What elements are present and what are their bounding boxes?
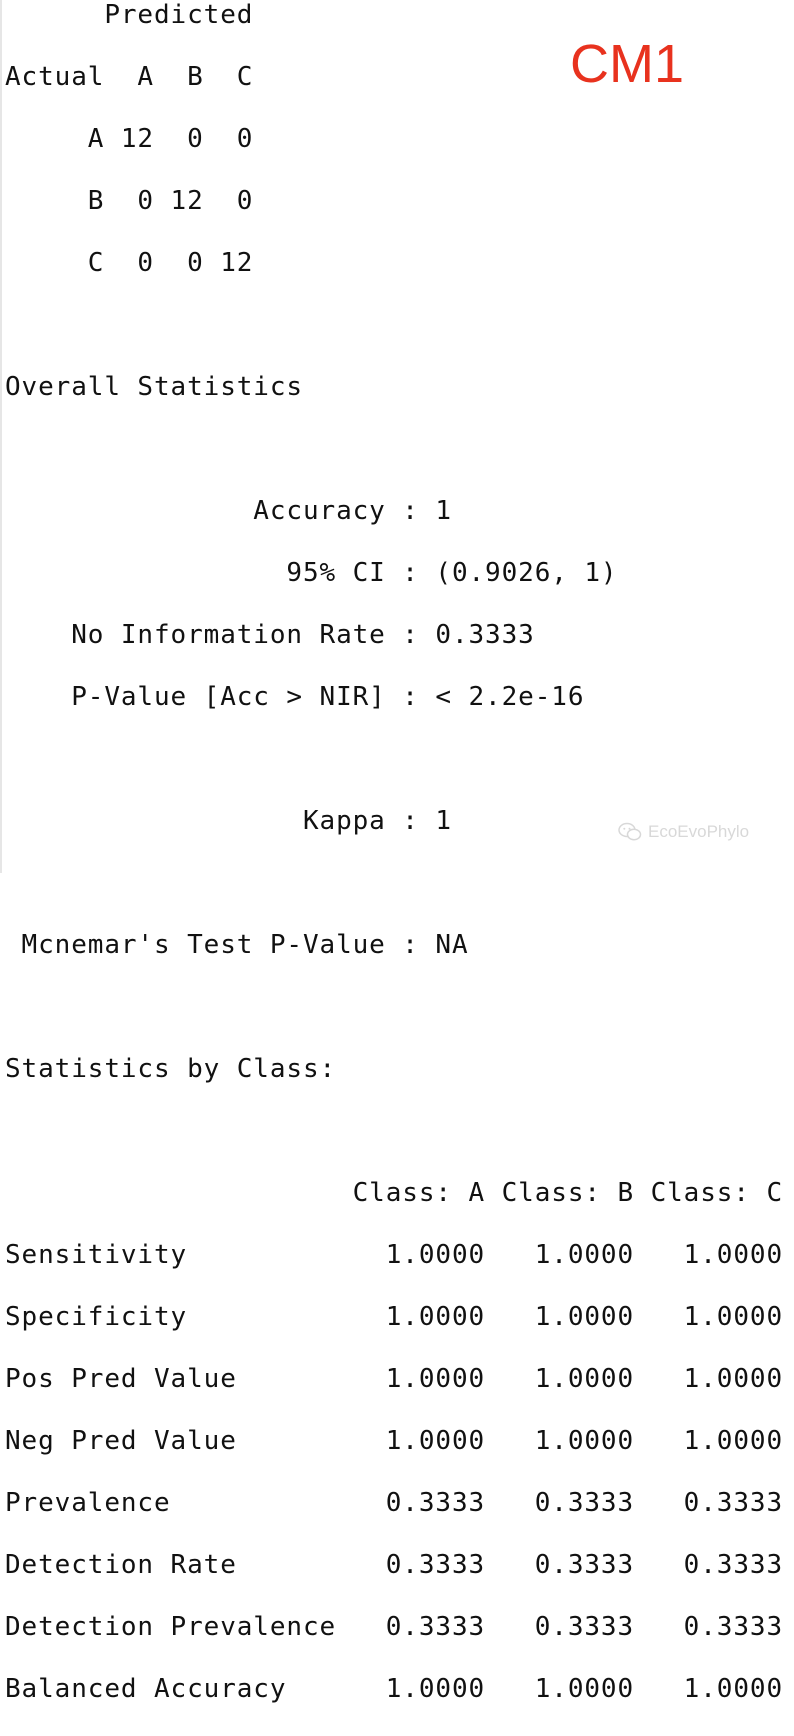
console-line-blank bbox=[5, 434, 783, 465]
console-line-blank bbox=[5, 1116, 783, 1147]
console-line-balanced-accuracy: Balanced Accuracy 1.0000 1.0000 1.0000 bbox=[5, 1674, 784, 1704]
console-line-blank bbox=[5, 310, 783, 341]
console-line-detection-rate: Detection Rate 0.3333 0.3333 0.3333 bbox=[5, 1550, 784, 1580]
console-line-neg-pred-value: Neg Pred Value 1.0000 1.0000 1.0000 bbox=[5, 1426, 784, 1456]
watermark-text: EcoEvoPhylo bbox=[648, 822, 750, 841]
left-border bbox=[0, 0, 2, 873]
console-output bbox=[5, 0, 783, 1736]
console-line-specificity: Specificity 1.0000 1.0000 1.0000 bbox=[5, 1302, 784, 1332]
watermark bbox=[618, 822, 749, 842]
console-line-mcnemar: Mcnemar's Test P-Value : NA bbox=[5, 930, 469, 960]
wechat-icon bbox=[618, 822, 642, 842]
console-line-blank bbox=[5, 992, 783, 1023]
console-line-pvalue: P-Value [Acc > NIR] : < 2.2e-16 bbox=[5, 682, 585, 712]
console-line-overall-heading: Overall Statistics bbox=[5, 372, 303, 402]
console-line-prevalence: Prevalence 0.3333 0.3333 0.3333 bbox=[5, 1488, 784, 1518]
console-line-class-columns: Class: A Class: B Class: C bbox=[5, 1178, 784, 1208]
console-line-accuracy: Accuracy : 1 bbox=[5, 496, 452, 526]
console-line-confusion-row-a: A 12 0 0 bbox=[5, 124, 254, 154]
console-line-confusion-header: Predicted bbox=[5, 0, 254, 30]
console-line-nir: No Information Rate : 0.3333 bbox=[5, 620, 535, 650]
console-line-kappa: Kappa : 1 bbox=[5, 806, 452, 836]
console-line-confusion-row-b: B 0 12 0 bbox=[5, 186, 254, 216]
console-line-detection-prevalence: Detection Prevalence 0.3333 0.3333 0.3333 bbox=[5, 1612, 784, 1642]
console-line-ci: 95% CI : (0.9026, 1) bbox=[5, 558, 618, 588]
console-line-pos-pred-value: Pos Pred Value 1.0000 1.0000 1.0000 bbox=[5, 1364, 784, 1394]
console-line-by-class-heading: Statistics by Class: bbox=[5, 1054, 337, 1084]
cm1-label: CM1 bbox=[570, 34, 685, 94]
console-line-blank bbox=[5, 744, 783, 775]
console-line-confusion-row-c: C 0 0 12 bbox=[5, 248, 254, 278]
console-line-sensitivity: Sensitivity 1.0000 1.0000 1.0000 bbox=[5, 1240, 784, 1270]
console-line-confusion-columns: Actual A B C bbox=[5, 62, 254, 92]
